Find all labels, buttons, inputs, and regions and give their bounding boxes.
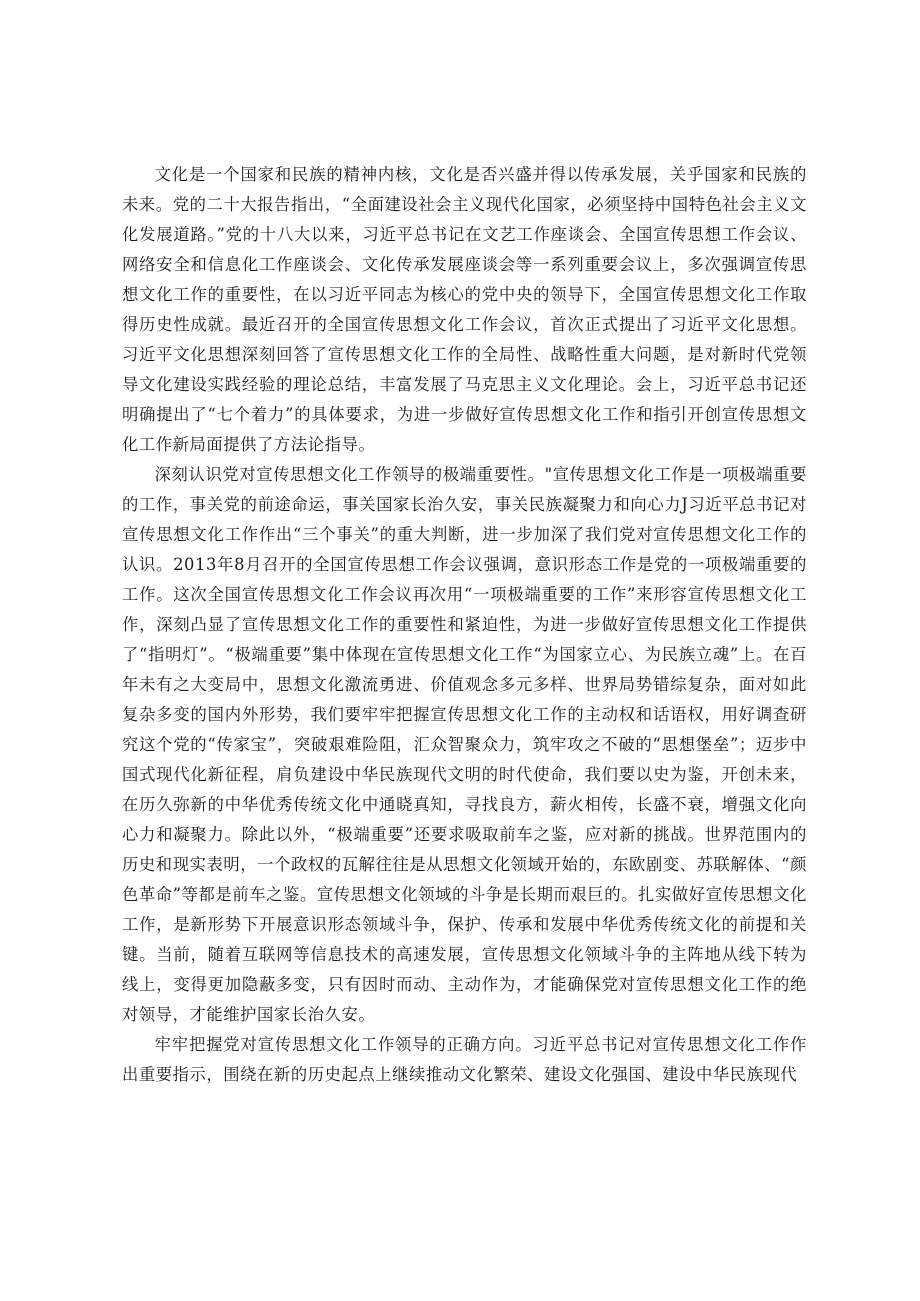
paragraph-direction: 牢牢把握党对宣传思想文化工作领导的正确方向。习近平总书记对宣传思想文化工作作出重要指示，围绕在新的历史起点上继续推动文化繁荣、建设文化强国、建设中华民族现代	[122, 1035, 807, 1084]
paragraph-culture-intro: 文化是一个国家和民族的精神内核，文化是否兴盛并得以传承发展，关乎国家和民族的未来。党的二十大报告指出，“全面建设社会主义现代化国家，必须坚持中国特色社会主义文化发展道路。”党的十八大以来，习近平总书记在文艺工作座谈会、全国宣传思想工作会议、网络安全和信息化工作座谈会、文化传承发展座谈会等一系列重要会议上，多次强调宣传思想文化工作的重要性，在以习近平同志为核心的党中央的领导下，全国宣传思想文化工作取得历史性成就。最近召开的全国宣传思想文化工作会议，首次正式提出了习近平文化思想。习近平文化思想深刻回答了宣传思想文化工作的全局性、战略性重大问题，是对新时代党领导文化建设实践经验的理论总结，丰富发展了马克思主义文化理论。会上，习近平总书记还明确提出了“七个着力”的具体要求，为进一步做好宣传思想文化工作和指引开创宣传思想文化工作新局面提供了方法论指导。	[122, 165, 807, 454]
document-body	[122, 160, 807, 1090]
paragraph-importance: 深刻认识党对宣传思想文化工作领导的极端重要性。"宣传思想文化工作是一项极端重要的工作，事关党的前途命运，事关国家长治久安，事关民族凝聚力和向心力J习近平总书记对宣传思想文化工作作出“三个事关”的重大判断，进一步加深了我们党对宣传思想文化工作的认识。2013年8月召开的全国宣传思想工作会议强调，意识形态工作是党的一项极端重要的工作。这次全国宣传思想文化工作会议再次用“一项极端重要的工作”来形容宣传思想文化工作，深刻凸显了宣传思想文化工作的重要性和紧迫性，为进一步做好宣传思想文化工作提供了“指明灯”。“极端重要”集中体现在宣传思想文化工作“为国家立心、为民族立魂”上。在百年未有之大变局中，思想文化激流勇进、价值观念多元多样、世界局势错综复杂，面对如此复杂多变的国内外形势，我们要牢牢把握宣传思想文化工作的主动权和话语权，用好调查研究这个党的“传家宝”，突破艰难险阻，汇众智聚众力，筑牢攻之不破的“思想堡垒”；迈步中国式现代化新征程，肩负建设中华民族现代文明的时代使命，我们要以史为鉴，开创未来，在历久弥新的中华优秀传统文化中通晓真知，寻找良方，薪火相传，长盛不衰，增强文化向心力和凝聚力。除此以外，“极端重要”还要求吸取前车之鉴，应对新的挑战。世界范围内的历史和现实表明，一个政权的瓦解往往是从思想文化领域开始的，东欧剧变、苏联解体、“颜色革命”等都是前车之鉴。宣传思想文化领域的斗争是长期而艰巨的。扎实做好宣传思想文化工作，是新形势下开展意识形态领域斗争，保护、传承和发展中华优秀传统文化的前提和关键。当前，随着互联网等信息技术的高速发展，宣传思想文化领域斗争的主阵地从线下转为线上，变得更加隐蔽多变，只有因时而动、主动作为，才能确保党对宣传思想文化工作的绝对领导，才能维护国家长治久安。	[122, 465, 807, 1024]
